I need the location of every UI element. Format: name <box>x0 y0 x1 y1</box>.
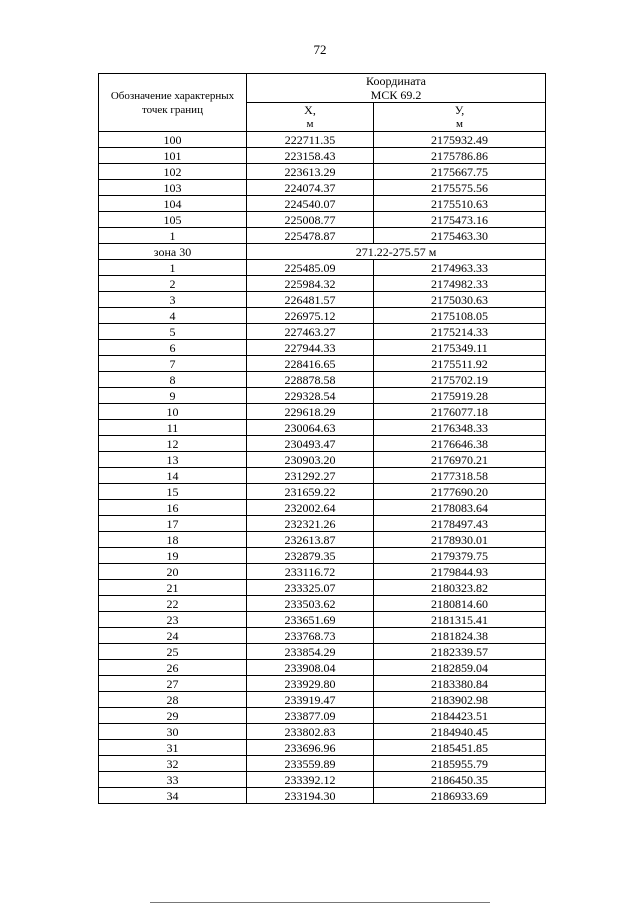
table-row <box>99 484 546 500</box>
point-number-cell: 6 <box>99 340 247 356</box>
table-row <box>99 196 546 212</box>
y-coordinate-cell: 2175473.16 <box>374 212 546 228</box>
x-coordinate-cell: 228416.65 <box>247 356 374 372</box>
y-coordinate-cell: 2175786.86 <box>374 148 546 164</box>
x-coordinate-cell: 225008.77 <box>247 212 374 228</box>
x-coordinate-cell: 232879.35 <box>247 548 374 564</box>
point-number-cell: 17 <box>99 516 247 532</box>
x-coordinate-cell: 230903.20 <box>247 452 374 468</box>
point-number-cell: 9 <box>99 388 247 404</box>
x-coordinate-cell: 233768.73 <box>247 628 374 644</box>
point-number-cell: 19 <box>99 548 247 564</box>
y-coordinate-cell: 2181315.41 <box>374 612 546 628</box>
y-coordinate-cell: 2180814.60 <box>374 596 546 612</box>
y-coordinate-cell: 2184423.51 <box>374 708 546 724</box>
table-row <box>99 324 546 340</box>
x-coordinate-cell: 233116.72 <box>247 564 374 580</box>
point-number-cell: 11 <box>99 420 247 436</box>
page-edge-line <box>150 902 490 903</box>
y-coordinate-cell: 2181824.38 <box>374 628 546 644</box>
x-coordinate-cell: 227944.33 <box>247 340 374 356</box>
x-coordinate-cell: 229618.29 <box>247 404 374 420</box>
y-coordinate-cell: 2175214.33 <box>374 324 546 340</box>
table-row <box>99 180 546 196</box>
table-row <box>99 340 546 356</box>
table-row <box>99 308 546 324</box>
y-coordinate-cell: 2185955.79 <box>374 756 546 772</box>
x-coordinate-cell: 233929.80 <box>247 676 374 692</box>
table-row <box>99 564 546 580</box>
point-number-cell: 1 <box>99 260 247 276</box>
x-coordinate-cell: 233559.89 <box>247 756 374 772</box>
y-coordinate-cell: 2175463.30 <box>374 228 546 244</box>
y-coordinate-cell: 2178930.01 <box>374 532 546 548</box>
y-coordinate-cell: 2179844.93 <box>374 564 546 580</box>
table-row <box>99 548 546 564</box>
point-number-cell: 102 <box>99 164 247 180</box>
y-coordinate-cell: 2175702.19 <box>374 372 546 388</box>
zone-row <box>99 244 546 260</box>
table-row <box>99 452 546 468</box>
table-row <box>99 692 546 708</box>
table-row <box>99 500 546 516</box>
points-header-line1: Обозначение характерных <box>110 89 235 102</box>
point-number-cell: 24 <box>99 628 247 644</box>
point-number-cell: 5 <box>99 324 247 340</box>
y-coordinate-cell: 2176646.38 <box>374 436 546 452</box>
y-coordinate-cell: 2174963.33 <box>374 260 546 276</box>
point-number-cell: 26 <box>99 660 247 676</box>
table-row <box>99 276 546 292</box>
point-number-cell: 7 <box>99 356 247 372</box>
point-number-cell: 1 <box>99 228 247 244</box>
x-coordinate-cell: 224540.07 <box>247 196 374 212</box>
points-header-line2: точек границ <box>142 103 203 116</box>
y-coordinate-cell: 2175108.05 <box>374 308 546 324</box>
table-row <box>99 260 546 276</box>
point-number-cell: 21 <box>99 580 247 596</box>
table-row <box>99 404 546 420</box>
point-number-cell: 20 <box>99 564 247 580</box>
table-row <box>99 132 546 148</box>
table-row <box>99 740 546 756</box>
x-coordinate-cell: 223613.29 <box>247 164 374 180</box>
x-coordinate-cell: 222711.35 <box>247 132 374 148</box>
point-number-cell: 16 <box>99 500 247 516</box>
table-row <box>99 436 546 452</box>
x-coordinate-cell: 233908.04 <box>247 660 374 676</box>
point-number-cell: 27 <box>99 676 247 692</box>
table-row <box>99 388 546 404</box>
page-number: 72 <box>313 42 327 57</box>
table-row <box>99 228 546 244</box>
point-number-cell: 22 <box>99 596 247 612</box>
y-coordinate-cell: 2177318.58 <box>374 468 546 484</box>
point-number-cell: 12 <box>99 436 247 452</box>
y-coordinate-cell: 2175932.49 <box>374 132 546 148</box>
table-row <box>99 164 546 180</box>
coordinates-table <box>98 73 546 804</box>
point-number-cell: 103 <box>99 180 247 196</box>
y-coordinate-cell: 2178083.64 <box>374 500 546 516</box>
table-row <box>99 532 546 548</box>
table-row <box>99 212 546 228</box>
y-coordinate-cell: 2175030.63 <box>374 292 546 308</box>
point-number-cell: 8 <box>99 372 247 388</box>
x-coordinate-cell: 226975.12 <box>247 308 374 324</box>
y-coordinate-cell: 2178497.43 <box>374 516 546 532</box>
x-coordinate-cell: 233696.96 <box>247 740 374 756</box>
table-row <box>99 596 546 612</box>
table-row <box>99 580 546 596</box>
table-row <box>99 356 546 372</box>
point-number-cell: 18 <box>99 532 247 548</box>
table-row <box>99 772 546 788</box>
x-coordinate-cell: 230493.47 <box>247 436 374 452</box>
x-coordinate-cell: 231659.22 <box>247 484 374 500</box>
y-coordinate-cell: 2179379.75 <box>374 548 546 564</box>
coordinate-header <box>247 74 546 103</box>
x-coordinate-cell: 233392.12 <box>247 772 374 788</box>
point-number-cell: 23 <box>99 612 247 628</box>
x-coordinate-cell: 233854.29 <box>247 644 374 660</box>
point-number-cell: 100 <box>99 132 247 148</box>
x-coordinate-cell: 227463.27 <box>247 324 374 340</box>
x-coordinate-cell: 225485.09 <box>247 260 374 276</box>
table-row <box>99 708 546 724</box>
point-number-cell: 29 <box>99 708 247 724</box>
x-coordinate-cell: 232002.64 <box>247 500 374 516</box>
x-coordinate-cell: 233919.47 <box>247 692 374 708</box>
table-header <box>99 74 546 132</box>
table-row <box>99 644 546 660</box>
coordinate-header-line1: Координата <box>366 74 426 88</box>
y-coordinate-cell: 2175349.11 <box>374 340 546 356</box>
point-number-cell: 34 <box>99 788 247 804</box>
table-row <box>99 628 546 644</box>
y-coordinate-cell: 2182859.04 <box>374 660 546 676</box>
x-coordinate-cell: 233877.09 <box>247 708 374 724</box>
table-row <box>99 756 546 772</box>
point-number-cell: 33 <box>99 772 247 788</box>
point-number-cell: 101 <box>99 148 247 164</box>
x-coordinate-cell: 224074.37 <box>247 180 374 196</box>
y-coordinate-cell: 2176348.33 <box>374 420 546 436</box>
x-header <box>247 103 374 132</box>
y-coordinate-cell: 2175919.28 <box>374 388 546 404</box>
y-header-unit: м <box>456 118 463 130</box>
table-row <box>99 724 546 740</box>
y-coordinate-cell: 2174982.33 <box>374 276 546 292</box>
point-number-cell: 28 <box>99 692 247 708</box>
y-coordinate-cell: 2185451.85 <box>374 740 546 756</box>
zone-label: зона 30 <box>99 244 247 260</box>
x-coordinate-cell: 229328.54 <box>247 388 374 404</box>
y-header <box>374 103 546 132</box>
y-coordinate-cell: 2176077.18 <box>374 404 546 420</box>
rows-zone-30 <box>99 260 546 804</box>
x-coordinate-cell: 232613.87 <box>247 532 374 548</box>
point-number-cell: 104 <box>99 196 247 212</box>
x-coordinate-cell: 233194.30 <box>247 788 374 804</box>
point-number-cell: 30 <box>99 724 247 740</box>
table-row <box>99 148 546 164</box>
table-row <box>99 372 546 388</box>
x-coordinate-cell: 232321.26 <box>247 516 374 532</box>
x-coordinate-cell: 233651.69 <box>247 612 374 628</box>
y-coordinate-cell: 2183380.84 <box>374 676 546 692</box>
table-row <box>99 292 546 308</box>
y-coordinate-cell: 2184940.45 <box>374 724 546 740</box>
x-coordinate-cell: 223158.43 <box>247 148 374 164</box>
x-coordinate-cell: 225478.87 <box>247 228 374 244</box>
x-coordinate-cell: 231292.27 <box>247 468 374 484</box>
y-coordinate-cell: 2177690.20 <box>374 484 546 500</box>
table-row <box>99 468 546 484</box>
table-row <box>99 516 546 532</box>
y-coordinate-cell: 2175510.63 <box>374 196 546 212</box>
x-header-unit: м <box>306 118 314 130</box>
table-row <box>99 676 546 692</box>
y-header-label: У, <box>454 103 465 117</box>
point-number-cell: 32 <box>99 756 247 772</box>
y-coordinate-cell: 2180323.82 <box>374 580 546 596</box>
y-coordinate-cell: 2186933.69 <box>374 788 546 804</box>
y-coordinate-cell: 2176970.21 <box>374 452 546 468</box>
x-coordinate-cell: 228878.58 <box>247 372 374 388</box>
x-coordinate-cell: 233503.62 <box>247 596 374 612</box>
y-coordinate-cell: 2175511.92 <box>374 356 546 372</box>
table-row <box>99 612 546 628</box>
point-number-cell: 105 <box>99 212 247 228</box>
x-coordinate-cell: 233325.07 <box>247 580 374 596</box>
table-row <box>99 788 546 804</box>
point-number-cell: 31 <box>99 740 247 756</box>
y-coordinate-cell: 2175575.56 <box>374 180 546 196</box>
x-coordinate-cell: 233802.83 <box>247 724 374 740</box>
point-number-cell: 13 <box>99 452 247 468</box>
point-number-cell: 3 <box>99 292 247 308</box>
x-coordinate-cell: 230064.63 <box>247 420 374 436</box>
y-coordinate-cell: 2175667.75 <box>374 164 546 180</box>
zone-row-group <box>99 244 546 260</box>
rows-before-zone <box>99 132 546 244</box>
point-number-cell: 10 <box>99 404 247 420</box>
points-header <box>99 74 247 132</box>
coordinate-header-line2: МСК 69.2 <box>370 88 422 102</box>
point-number-cell: 25 <box>99 644 247 660</box>
x-coordinate-cell: 226481.57 <box>247 292 374 308</box>
point-number-cell: 2 <box>99 276 247 292</box>
x-header-label: X, <box>304 103 316 117</box>
point-number-cell: 4 <box>99 308 247 324</box>
zone-range: 271.22-275.57 м <box>247 244 546 260</box>
y-coordinate-cell: 2186450.35 <box>374 772 546 788</box>
y-coordinate-cell: 2183902.98 <box>374 692 546 708</box>
x-coordinate-cell: 225984.32 <box>247 276 374 292</box>
table-row <box>99 420 546 436</box>
point-number-cell: 14 <box>99 468 247 484</box>
table-row <box>99 660 546 676</box>
y-coordinate-cell: 2182339.57 <box>374 644 546 660</box>
point-number-cell: 15 <box>99 484 247 500</box>
